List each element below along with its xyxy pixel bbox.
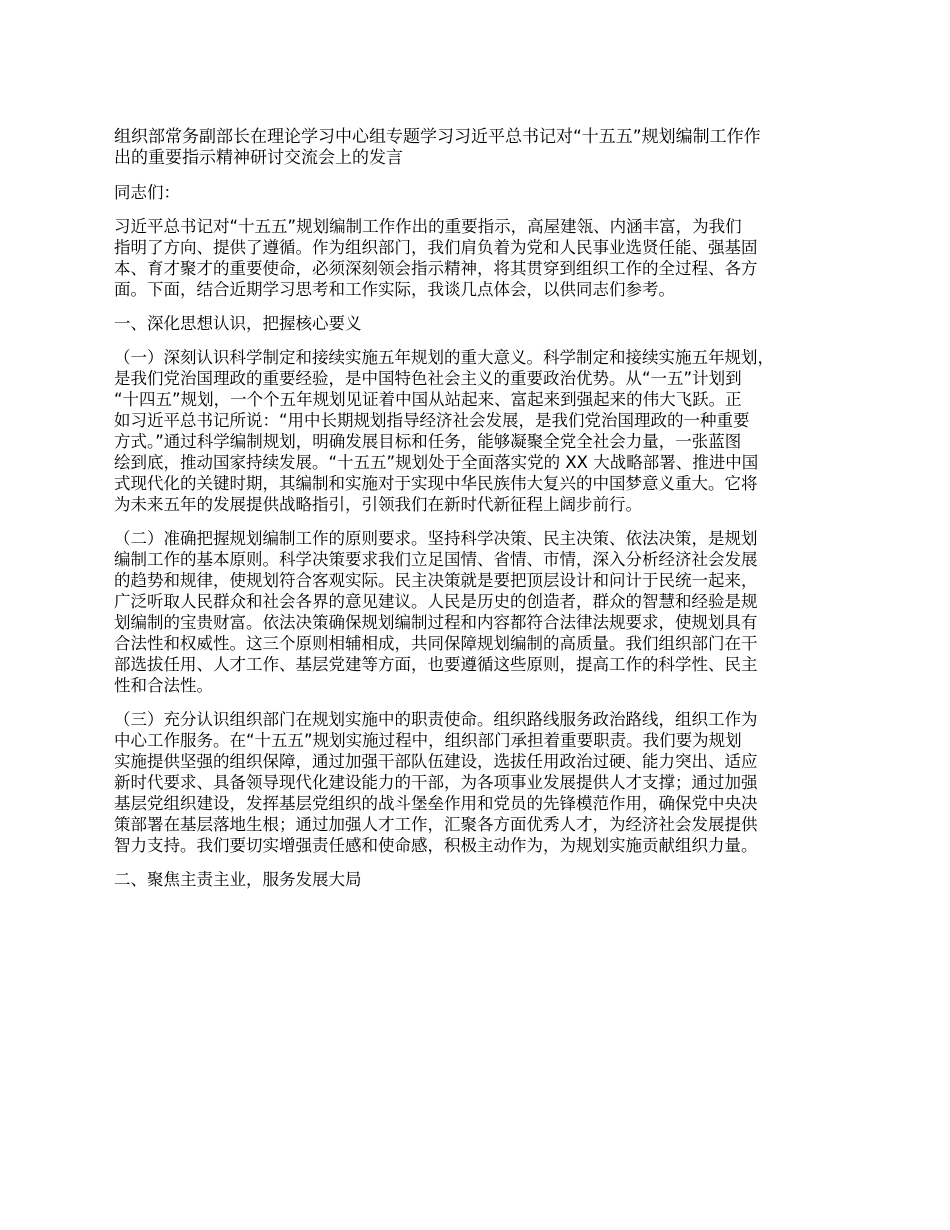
text-line: 为未来五年的发展提供战略指引，引领我们在新时代新征程上阔步前行。 bbox=[114, 495, 642, 514]
text-line: （二）准确把握规划编制工作的原则要求。坚持科学决策、民主决策、依法决策，是规划 bbox=[114, 529, 758, 548]
paragraph-2 bbox=[114, 528, 856, 696]
text-line: 广泛听取人民群众和社会各界的意见建议。人民是历史的创造者，群众的智慧和经验是规 bbox=[114, 592, 758, 611]
text-line: 的趋势和规律，使规划符合客观实际。民主决策就是要把顶层设计和问计于民统一起来， bbox=[114, 571, 758, 590]
text-line: 合法性和权威性。这三个原则相辅相成，共同保障规划编制的高质量。我们组织部门在干 bbox=[114, 634, 758, 653]
title-line: 出的重要指示精神研讨交流会上的发言 bbox=[114, 148, 403, 168]
paragraph-3 bbox=[114, 709, 856, 856]
text-line: 式现代化的关键时期，其编制和实施对于实现中华民族伟大复兴的中国梦意义重大。它将 bbox=[114, 474, 758, 493]
text-line: 编制工作的基本原则。科学决策要求我们立足国情、省情、市情，深入分析经济社会发展 bbox=[114, 550, 758, 569]
text-line: 面。下面，结合近期学习思考和工作实际，我谈几点体会，以供同志们参考。 bbox=[114, 280, 675, 299]
text-line: 是我们党治国理政的重要经验，是中国特色社会主义的重要政治优势。从“一五”计划到 bbox=[114, 369, 742, 388]
text-line: 智力支持。我们要切实增强责任感和使命感，积极主动作为，为规划实施贡献组织力量。 bbox=[114, 836, 758, 855]
text-line: 本、育才聚才的重要使命，必须深刻领会指示精神，将其贯穿到组织工作的全过程、各方 bbox=[114, 259, 758, 278]
text-line: 实施提供坚强的组织保障，通过加强干部队伍建设，选拔任用政治过硬、能力突出、适应 bbox=[114, 752, 758, 771]
text-line: 划编制的宝贵财富。依法决策确保规划编制过程和内容都符合法律法规要求，使规划具有 bbox=[114, 613, 758, 632]
text-line: 指明了方向、提供了遵循。作为组织部门，我们肩负着为党和人民事业选贤任能、强基固 bbox=[114, 238, 758, 257]
text-line: 中心工作服务。在“十五五”规划实施过程中，组织部门承担着重要职责。我们要为规划 bbox=[114, 731, 742, 750]
document-title bbox=[114, 127, 856, 169]
text-line: 新时代要求、具备领导现代化建设能力的干部，为各项事业发展提供人才支撑；通过加强 bbox=[114, 773, 758, 792]
text-line: 绘到底，推动国家持续发展。“十五五”规划处于全面落实党的 XX 大战略部署、推进中国 bbox=[114, 453, 759, 472]
text-line: “十四五”规划，一个个五年规划见证着中国从站起来、富起来到强起来的伟大飞跃。正 bbox=[114, 390, 742, 409]
section-heading-1: 一、深化思想认识，把握核心要义 bbox=[114, 314, 362, 333]
text-line: 如习近平总书记所说：“用中长期规划指导经济社会发展，是我们党治国理政的一种重要 bbox=[114, 411, 750, 430]
document-page bbox=[114, 127, 856, 903]
title-line: 组织部常务副部长在理论学习中心组专题学习习近平总书记对“十五五”规划编制工作作 bbox=[114, 127, 761, 147]
salutation: 同志们： bbox=[114, 183, 180, 202]
text-line: 基层党组织建设，发挥基层党组织的战斗堡垒作用和党员的先锋模范作用，确保党中央决 bbox=[114, 794, 758, 813]
text-line: 方式。”通过科学编制规划，明确发展目标和任务，能够凝聚全党全社会力量，一张蓝图 bbox=[114, 432, 742, 451]
text-line: 部选拔任用、人才工作、基层党建等方面，也要遵循这些原则，提高工作的科学性、民主 bbox=[114, 655, 758, 674]
section-heading-2: 二、聚焦主责主业，服务发展大局 bbox=[114, 870, 362, 889]
intro-paragraph bbox=[114, 216, 856, 300]
text-line: 性和合法性。 bbox=[114, 676, 213, 695]
text-line: 策部署在基层落地生根；通过加强人才工作，汇聚各方面优秀人才，为经济社会发展提供 bbox=[114, 815, 758, 834]
text-line: （一）深刻认识科学制定和接续实施五年规划的重大意义。科学制定和接续实施五年规划， bbox=[114, 348, 774, 367]
text-line: （三）充分认识组织部门在规划实施中的职责使命。组织路线服务政治路线，组织工作为 bbox=[114, 710, 758, 729]
paragraph-1 bbox=[114, 347, 856, 515]
text-line: 习近平总书记对“十五五”规划编制工作作出的重要指示，高屋建瓴、内涵丰富，为我们 bbox=[114, 217, 742, 236]
